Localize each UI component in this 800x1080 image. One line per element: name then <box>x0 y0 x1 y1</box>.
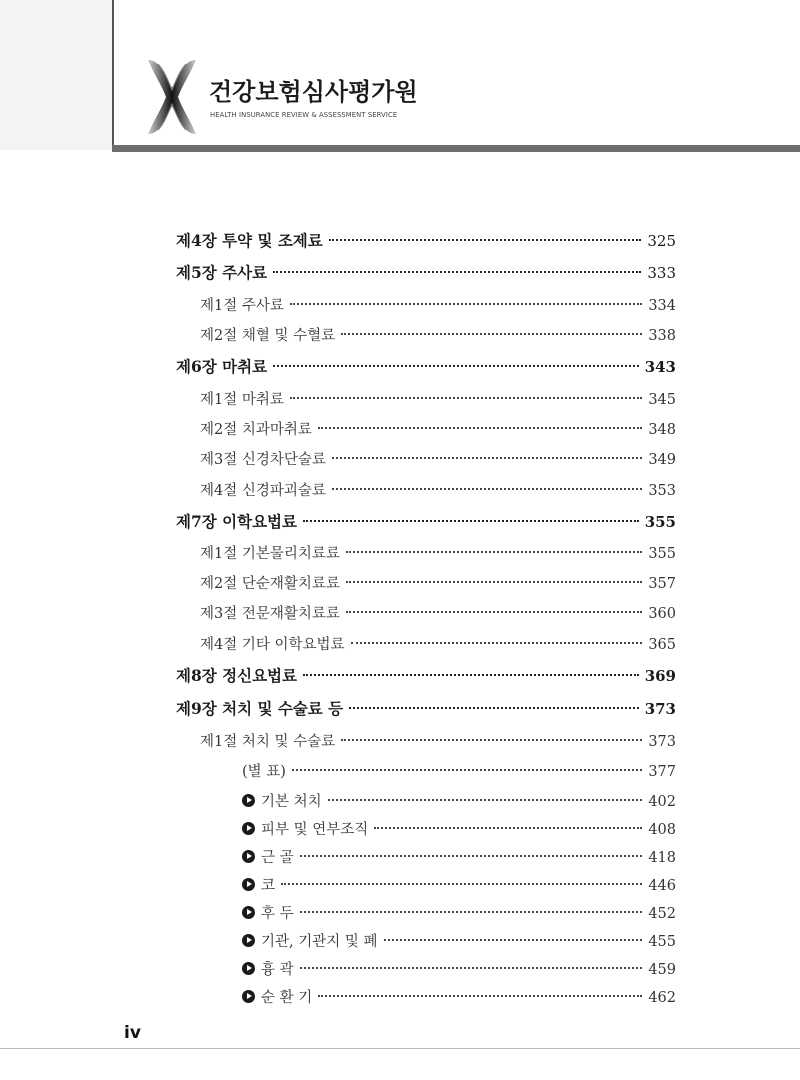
page-number: iv <box>124 1023 141 1043</box>
toc-entry-label: 제3절 전문재활치료료 <box>200 606 340 622</box>
toc-entry-label: 제2절 채혈 및 수혈료 <box>200 328 336 344</box>
toc-entry-label: 흉 곽 <box>261 962 294 978</box>
toc-entry-label: 제1절 주사료 <box>200 298 284 314</box>
toc-entry-label: 기관, 기관지 및 폐 <box>261 934 378 950</box>
toc-entry-label: 제2절 단순재활치료료 <box>200 576 340 592</box>
dot-leader <box>346 581 642 583</box>
toc-row-chapter-6[interactable] <box>176 355 676 377</box>
toc-entry-label: 제4절 기타 이학요법료 <box>200 637 345 653</box>
toc-row-section[interactable] <box>200 602 676 623</box>
dot-leader <box>303 674 639 676</box>
dot-leader <box>318 427 642 429</box>
dot-leader <box>303 520 639 522</box>
toc-page-number: 360 <box>648 606 676 622</box>
toc-page-number: 373 <box>648 734 676 750</box>
play-bullet-icon <box>242 934 255 947</box>
toc-page-number: 353 <box>648 483 676 499</box>
dot-leader <box>351 642 643 644</box>
dot-leader <box>300 911 643 913</box>
toc-page-number: 462 <box>648 990 676 1006</box>
play-bullet-icon <box>242 794 255 807</box>
toc-row-bullet[interactable] <box>242 846 676 867</box>
toc-page-number: 459 <box>648 962 676 978</box>
toc-row-chapter-9[interactable] <box>176 697 676 719</box>
dot-leader <box>341 333 642 335</box>
toc-page-number: 355 <box>648 546 676 562</box>
toc-row-section[interactable] <box>200 730 676 751</box>
hira-logo-icon <box>146 58 198 136</box>
toc-row-bullet[interactable] <box>242 818 676 839</box>
toc-row-chapter-7[interactable] <box>176 510 676 532</box>
toc-page-number: 369 <box>644 667 676 685</box>
header-side-panel <box>0 0 113 150</box>
dot-leader <box>292 769 642 771</box>
dot-leader <box>290 303 642 305</box>
dot-leader <box>384 939 643 941</box>
toc-entry-label: 제4절 신경파괴술료 <box>200 483 326 499</box>
dot-leader <box>273 271 641 273</box>
toc-entry-label: 기본 처치 <box>261 794 322 810</box>
toc-entry-label: 제1절 처치 및 수술료 <box>200 734 336 750</box>
toc-entry-label: 제1절 마취료 <box>200 392 284 408</box>
toc-entry-label: 제8장 정신요법료 <box>176 666 297 685</box>
toc-entry-label: 제1절 기본물리치료료 <box>200 546 340 562</box>
play-bullet-icon <box>242 990 255 1003</box>
footer-rule <box>0 1048 800 1049</box>
toc-page-number: 343 <box>644 358 676 376</box>
toc-row-bullet[interactable] <box>242 958 676 979</box>
dot-leader <box>332 457 642 459</box>
toc-page-number: 377 <box>648 764 676 780</box>
toc-entry-label: 후 두 <box>261 906 294 922</box>
toc-entry-label: 근 골 <box>261 850 294 866</box>
toc-row-section[interactable] <box>200 542 676 563</box>
toc-page-number: 365 <box>648 637 676 653</box>
toc-row-section[interactable] <box>200 418 676 439</box>
toc-page-number: 373 <box>644 700 676 718</box>
header-vertical-rule <box>112 0 114 150</box>
toc-row-section[interactable] <box>200 294 676 315</box>
header-horizontal-rule <box>112 145 800 152</box>
toc-page-number: 418 <box>648 850 676 866</box>
play-bullet-icon <box>242 906 255 919</box>
dot-leader <box>281 883 642 885</box>
dot-leader <box>329 239 642 241</box>
organization-subtitle: HEALTH INSURANCE REVIEW & ASSESSMENT SERVICE <box>210 111 398 119</box>
toc-page-number: 402 <box>648 794 676 810</box>
toc-row-bullet[interactable] <box>242 874 676 895</box>
toc-row-appendix[interactable] <box>242 760 676 781</box>
toc-row-chapter-5[interactable] <box>176 261 676 283</box>
dot-leader <box>300 967 643 969</box>
toc-page-number: 338 <box>648 328 676 344</box>
toc-page-number: 334 <box>648 298 676 314</box>
dot-leader <box>332 488 642 490</box>
dot-leader <box>349 707 639 709</box>
toc-page-number: 452 <box>648 906 676 922</box>
play-bullet-icon <box>242 850 255 863</box>
play-bullet-icon <box>242 822 255 835</box>
dot-leader <box>374 827 642 829</box>
play-bullet-icon <box>242 878 255 891</box>
toc-entry-label: 제3절 신경차단술료 <box>200 452 326 468</box>
toc-entry-label: 코 <box>261 878 276 894</box>
toc-page-number: 357 <box>648 576 676 592</box>
dot-leader <box>346 611 642 613</box>
toc-entry-label: 제5장 주사료 <box>176 263 268 282</box>
dot-leader <box>318 995 642 997</box>
toc-row-chapter-8[interactable] <box>176 664 676 686</box>
toc-row-section[interactable] <box>200 388 676 409</box>
toc-entry-label: 제9장 처치 및 수술료 등 <box>176 699 344 718</box>
dot-leader <box>273 365 639 367</box>
toc-page-number: 446 <box>648 878 676 894</box>
toc-page-number: 348 <box>648 422 676 438</box>
toc-page-number: 408 <box>648 822 676 838</box>
toc-page-number: 455 <box>648 934 676 950</box>
toc-row-bullet[interactable] <box>242 902 676 923</box>
toc-row-bullet[interactable] <box>242 790 676 811</box>
toc-row-section[interactable] <box>200 633 676 654</box>
dot-leader <box>290 397 642 399</box>
toc-entry-label: 제4장 투약 및 조제료 <box>176 231 323 250</box>
toc-row-chapter-4[interactable] <box>176 229 676 251</box>
toc-row-section[interactable] <box>200 572 676 593</box>
dot-leader <box>346 551 642 553</box>
toc-page-number: 345 <box>648 392 676 408</box>
dot-leader <box>341 739 642 741</box>
toc-entry-label: (별 표) <box>242 764 286 780</box>
toc-row-section[interactable] <box>200 448 676 469</box>
dot-leader <box>328 799 643 801</box>
dot-leader <box>300 855 643 857</box>
toc-page-number: 325 <box>647 232 676 250</box>
toc-entry-label: 제2절 치과마취료 <box>200 422 312 438</box>
toc-entry-label: 제6장 마취료 <box>176 357 268 376</box>
toc-page-number: 355 <box>644 513 676 531</box>
toc-entry-label: 제7장 이학요법료 <box>176 512 297 531</box>
toc-row-bullet[interactable] <box>242 986 676 1007</box>
toc-row-section[interactable] <box>200 324 676 345</box>
toc-page-number: 333 <box>647 264 676 282</box>
toc-entry-label: 순 환 기 <box>261 990 313 1006</box>
toc-entry-label: 피부 및 연부조직 <box>261 822 369 838</box>
toc-row-section[interactable] <box>200 479 676 500</box>
toc-page-number: 349 <box>648 452 676 468</box>
play-bullet-icon <box>242 962 255 975</box>
toc-row-bullet[interactable] <box>242 930 676 951</box>
organization-name: 건강보험심사평가원 <box>209 78 418 106</box>
